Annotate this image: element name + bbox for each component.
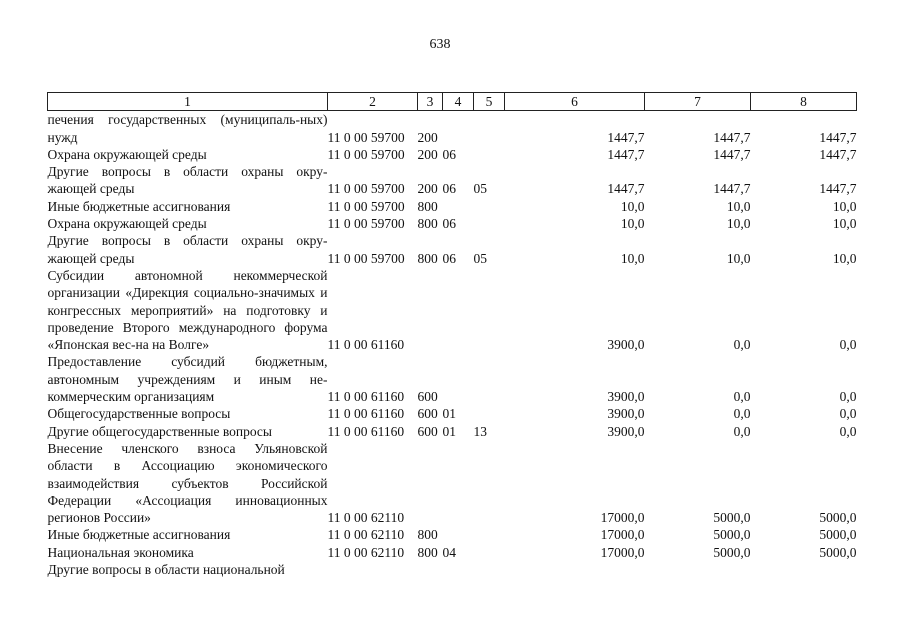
column-header-6: 6	[505, 93, 645, 111]
section-code	[443, 198, 474, 215]
subsection-code	[474, 215, 505, 232]
amount-col-7: 10,0	[726, 198, 751, 214]
table-row	[48, 163, 857, 198]
table-row	[48, 544, 857, 561]
subsection-code	[474, 561, 505, 578]
section-code: 04	[442, 544, 456, 560]
row-name: Охрана окружающей среды	[47, 146, 207, 162]
amount-col-6: 17000,0	[600, 510, 645, 526]
target-article-code: 11 0 00 59700	[327, 250, 405, 266]
row-name: Общегосударственные вопросы	[47, 406, 231, 422]
row-name: Предоставление субсидий бюджетным, автономным учреждениям и иным не-коммерческим организациям	[47, 354, 328, 405]
section-code: 06	[442, 146, 456, 162]
expense-type-code: 600	[417, 423, 438, 439]
expense-type-code: 800	[417, 527, 438, 543]
amount-col-7: 5000,0	[713, 544, 751, 560]
target-article-code: 11 0 00 62110	[327, 510, 405, 526]
section-code	[443, 353, 474, 405]
amount-col-7: 0,0	[733, 389, 751, 405]
amount-col-7: 0,0	[733, 337, 751, 353]
table-row	[48, 146, 857, 163]
column-header-4: 4	[443, 93, 474, 111]
expense-type-code: 600	[417, 406, 438, 422]
subsection-code	[474, 198, 505, 215]
expense-type-code: 200	[417, 181, 438, 197]
amount-col-8: 5000,0	[819, 510, 857, 526]
row-name: Национальная экономика	[47, 544, 194, 560]
table-row	[48, 198, 857, 215]
target-article-code: 11 0 00 59700	[327, 216, 405, 232]
section-code: 01	[442, 423, 456, 439]
amount-col-7: 1447,7	[713, 181, 751, 197]
amount-col-6	[505, 561, 645, 578]
amount-col-8: 5000,0	[819, 544, 857, 560]
amount-col-6: 3900,0	[607, 389, 645, 405]
amount-col-8: 0,0	[839, 406, 857, 422]
target-article-code: 11 0 00 61160	[327, 406, 405, 422]
amount-col-6: 1447,7	[607, 181, 645, 197]
section-code	[443, 267, 474, 353]
table-row	[48, 526, 857, 543]
expense-type-code	[418, 561, 443, 578]
table-row	[48, 232, 857, 267]
row-name: Другие вопросы в области охраны окру-жающей среды	[47, 164, 328, 197]
table-row	[48, 405, 857, 422]
amount-col-7	[645, 561, 751, 578]
section-code: 06	[442, 216, 456, 232]
amount-col-8: 0,0	[839, 337, 857, 353]
column-header-3: 3	[418, 93, 443, 111]
amount-col-7: 1447,7	[713, 129, 751, 145]
row-name: Иные бюджетные ассигнования	[47, 198, 231, 214]
row-name: печения государственных (муниципаль-ных) нужд	[47, 112, 328, 145]
subsection-code	[474, 111, 505, 146]
subsection-code	[474, 353, 505, 405]
target-article-code: 11 0 00 59700	[327, 129, 405, 145]
row-name: Охрана окружающей среды	[47, 216, 207, 232]
expense-type-code	[418, 267, 443, 353]
expense-type-code: 600	[417, 389, 438, 405]
subsection-code	[474, 440, 505, 526]
target-article-code: 11 0 00 59700	[327, 198, 405, 214]
amount-col-8: 1447,7	[819, 129, 857, 145]
target-article-code: 11 0 00 61160	[327, 423, 405, 439]
table-row	[48, 353, 857, 405]
amount-col-6: 1447,7	[607, 129, 645, 145]
subsection-code: 05	[473, 181, 487, 197]
section-code	[443, 440, 474, 526]
table-row	[48, 561, 857, 578]
row-name: Другие вопросы в области национальной	[47, 562, 285, 578]
section-code: 06	[442, 250, 456, 266]
amount-col-6: 3900,0	[607, 406, 645, 422]
expense-type-code	[418, 440, 443, 526]
target-article-code: 11 0 00 62110	[327, 527, 405, 543]
amount-col-6: 10,0	[620, 216, 645, 232]
section-code: 06	[442, 181, 456, 197]
amount-col-8: 0,0	[839, 389, 857, 405]
header-row	[48, 93, 857, 111]
table-row	[48, 267, 857, 353]
subsection-code	[474, 146, 505, 163]
column-header-5: 5	[474, 93, 505, 111]
subsection-code	[474, 544, 505, 561]
row-name: Другие общегосударственные вопросы	[47, 423, 272, 439]
amount-col-8: 10,0	[832, 198, 857, 214]
amount-col-8: 5000,0	[819, 527, 857, 543]
target-article-code	[328, 561, 418, 578]
table-row	[48, 440, 857, 526]
row-name: Внесение членского взноса Ульяновской области в Ассоциацию экономического взаимодействия субъектов Российской Федерации «Ассоциация инновационных регионов России»	[47, 440, 328, 526]
amount-col-8: 0,0	[839, 423, 857, 439]
subsection-code	[474, 526, 505, 543]
expense-type-code: 800	[417, 216, 438, 232]
amount-col-6: 3900,0	[607, 423, 645, 439]
table-row	[48, 423, 857, 440]
table-row	[48, 111, 857, 146]
amount-col-7: 10,0	[726, 250, 751, 266]
expense-type-code: 200	[417, 129, 438, 145]
subsection-code: 13	[473, 423, 487, 439]
amount-col-7: 0,0	[733, 406, 751, 422]
amount-col-6: 10,0	[620, 198, 645, 214]
amount-col-8: 1447,7	[819, 146, 857, 162]
table-header	[48, 93, 857, 111]
amount-col-8: 1447,7	[819, 181, 857, 197]
table-row	[48, 215, 857, 232]
amount-col-7: 0,0	[733, 423, 751, 439]
budget-table	[47, 92, 857, 578]
target-article-code: 11 0 00 62110	[327, 544, 405, 560]
column-header-2: 2	[328, 93, 418, 111]
amount-col-6: 17000,0	[600, 527, 645, 543]
amount-col-8: 10,0	[832, 250, 857, 266]
amount-col-8: 10,0	[832, 216, 857, 232]
target-article-code: 11 0 00 59700	[327, 181, 405, 197]
section-code	[443, 111, 474, 146]
subsection-code	[474, 267, 505, 353]
subsection-code	[474, 405, 505, 422]
page-number: 638	[429, 37, 451, 52]
column-header-7: 7	[645, 93, 751, 111]
amount-col-7: 1447,7	[713, 146, 751, 162]
subsection-code: 05	[473, 250, 487, 266]
amount-col-7: 10,0	[726, 216, 751, 232]
amount-col-8	[751, 561, 857, 578]
amount-col-6: 10,0	[620, 250, 645, 266]
amount-col-6: 17000,0	[600, 544, 645, 560]
row-name: Иные бюджетные ассигнования	[47, 527, 231, 543]
expense-type-code: 800	[417, 250, 438, 266]
row-name: Другие вопросы в области охраны окру-жающей среды	[47, 233, 328, 266]
amount-col-7: 5000,0	[713, 510, 751, 526]
target-article-code: 11 0 00 59700	[327, 146, 405, 162]
expense-type-code: 800	[417, 544, 438, 560]
target-article-code: 11 0 00 61160	[327, 337, 405, 353]
target-article-code: 11 0 00 61160	[327, 389, 405, 405]
section-code	[443, 526, 474, 543]
column-header-1: 1	[48, 93, 328, 111]
section-code	[443, 561, 474, 578]
amount-col-7: 5000,0	[713, 527, 751, 543]
amount-col-6: 3900,0	[607, 337, 645, 353]
row-name: Субсидии автономной некоммерческой организации «Дирекция социально-значимых и конгрессных мероприятий» на подготовку и проведение Второго международного форума «Японская вес-на на Волге»	[47, 267, 328, 353]
column-header-8: 8	[751, 93, 857, 111]
expense-type-code: 800	[417, 198, 438, 214]
expense-type-code: 200	[417, 146, 438, 162]
section-code: 01	[442, 406, 456, 422]
amount-col-6: 1447,7	[607, 146, 645, 162]
table-body	[48, 111, 857, 579]
